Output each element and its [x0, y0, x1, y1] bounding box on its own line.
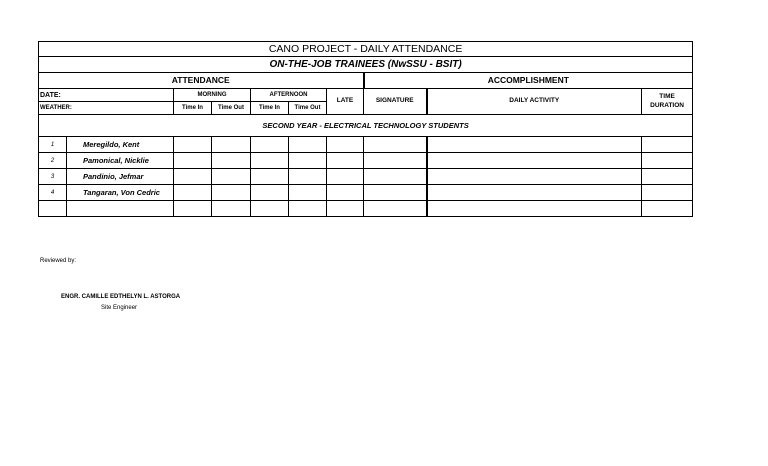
time-duration-cell[interactable] [642, 185, 693, 201]
sheet-title: CANO PROJECT - DAILY ATTENDANCE [39, 42, 693, 57]
afternoon-time-in-cell[interactable] [251, 137, 289, 153]
morning-time-in-cell[interactable] [174, 169, 212, 185]
weather-label: WEATHER: [39, 102, 174, 115]
time-duration-cell[interactable] [642, 169, 693, 185]
table-row [39, 169, 693, 185]
signature-cell[interactable] [364, 137, 427, 153]
morning-time-in-header: Time In [174, 102, 212, 115]
signature-cell[interactable] [364, 153, 427, 169]
table-row [39, 153, 693, 169]
row-number: 4 [39, 185, 67, 201]
afternoon-time-out-cell[interactable] [289, 137, 327, 153]
trainee-name [67, 201, 174, 217]
morning-time-out-cell[interactable] [212, 201, 251, 217]
late-cell[interactable] [327, 169, 364, 185]
time-duration-line-2: DURATION [650, 101, 684, 109]
table-row [39, 185, 693, 201]
time-duration-cell[interactable] [642, 201, 693, 217]
time-duration-line-1: TIME [659, 93, 675, 100]
morning-time-out-cell[interactable] [212, 153, 251, 169]
morning-time-out-cell[interactable] [212, 185, 251, 201]
daily-activity-cell[interactable] [427, 169, 642, 185]
attendance-table [38, 41, 693, 217]
signature-header: SIGNATURE [364, 89, 427, 115]
afternoon-time-out-cell[interactable] [289, 169, 327, 185]
morning-time-out-cell[interactable] [212, 169, 251, 185]
row-number: 3 [39, 169, 67, 185]
daily-activity-cell[interactable] [427, 185, 642, 201]
afternoon-time-out-cell[interactable] [289, 153, 327, 169]
time-duration-header [642, 89, 693, 115]
time-duration-cell[interactable] [642, 137, 693, 153]
trainee-name: Pamonical, Nicklie [67, 153, 174, 169]
morning-time-in-cell[interactable] [174, 185, 212, 201]
signature-cell[interactable] [364, 185, 427, 201]
row-number: 2 [39, 153, 67, 169]
signature-cell[interactable] [364, 169, 427, 185]
afternoon-time-in-header: Time In [251, 102, 289, 115]
afternoon-time-in-cell[interactable] [251, 201, 289, 217]
accomplishment-header: ACCOMPLISHMENT [364, 73, 693, 89]
section-title: SECOND YEAR - ELECTRICAL TECHNOLOGY STUDENTS [39, 115, 693, 137]
morning-time-in-cell[interactable] [174, 137, 212, 153]
daily-activity-cell[interactable] [427, 153, 642, 169]
row-number [39, 201, 67, 217]
signature-cell[interactable] [364, 201, 427, 217]
sheet-subtitle: ON-THE-JOB TRAINEES (NwSSU - BSIT) [39, 57, 693, 73]
afternoon-time-in-cell[interactable] [251, 185, 289, 201]
reviewed-by-label: Reviewed by: [40, 258, 77, 264]
table-row [39, 201, 693, 217]
afternoon-time-in-cell[interactable] [251, 169, 289, 185]
afternoon-time-out-cell[interactable] [289, 185, 327, 201]
daily-activity-cell[interactable] [427, 201, 642, 217]
engineer-role: Site Engineer [101, 305, 138, 311]
late-cell[interactable] [327, 201, 364, 217]
attendance-header: ATTENDANCE [39, 73, 364, 89]
engineer-name: ENGR. CAMILLE EDTHELYN L. ASTORGA [61, 294, 181, 300]
row-number: 1 [39, 137, 67, 153]
trainee-name: Tangaran, Von Cedric [67, 185, 174, 201]
afternoon-time-in-cell[interactable] [251, 153, 289, 169]
morning-time-out-cell[interactable] [212, 137, 251, 153]
time-duration-cell[interactable] [642, 153, 693, 169]
trainee-name: Pandinio, Jefmar [67, 169, 174, 185]
table-row [39, 137, 693, 153]
daily-activity-cell[interactable] [427, 137, 642, 153]
afternoon-time-out-header: Time Out [289, 102, 327, 115]
trainee-name: Meregildo, Kent [67, 137, 174, 153]
late-header: LATE [327, 89, 364, 115]
date-label: DATE: [39, 89, 174, 102]
late-cell[interactable] [327, 153, 364, 169]
late-cell[interactable] [327, 137, 364, 153]
morning-time-in-cell[interactable] [174, 153, 212, 169]
afternoon-header: AFTERNOON [251, 89, 327, 102]
afternoon-time-out-cell[interactable] [289, 201, 327, 217]
morning-header: MORNING [174, 89, 251, 102]
daily-activity-header: DAILY ACTIVITY [427, 89, 642, 115]
morning-time-in-cell[interactable] [174, 201, 212, 217]
late-cell[interactable] [327, 185, 364, 201]
morning-time-out-header: Time Out [212, 102, 251, 115]
